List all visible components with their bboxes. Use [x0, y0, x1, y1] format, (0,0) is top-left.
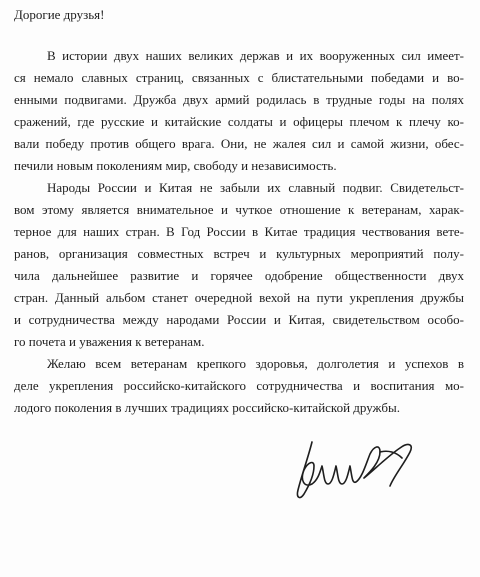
paragraph-3-line-2: деле укрепления российско-китайского сотрудничества и воспитания мо-	[14, 378, 464, 393]
signature-icon	[284, 430, 440, 510]
paragraph-2-line-2: вом этому является внимательное и чуткое отношение к ветеранам, харак-	[14, 202, 464, 217]
paragraph-1-line-2: ся немало славных страниц, связанных с блистательными победами и во-	[14, 70, 464, 85]
paragraph-1-line-6: печили новым поколениям мир, свободу и независимость.	[14, 158, 337, 173]
paragraph-2-line-8: го почета и уважения к ветеранам.	[14, 334, 205, 349]
paragraph-2-line-7: и сотрудничества между народами России и Китая, свидетельством особо-	[14, 312, 464, 327]
paragraph-2-line-4: ранов, организация совместных встреч и культурных мероприятий полу-	[14, 246, 464, 261]
greeting: Дорогие друзья!	[14, 7, 105, 22]
paragraph-1-line-3: енными подвигами. Дружба двух армий родилась в трудные годы на полях	[14, 92, 464, 107]
paragraph-1-line-4: сражений, где русские и китайские солдаты и офицеры плечом к плечу ко-	[14, 114, 464, 129]
paragraph-3-line-1: Желаю всем ветеранам крепкого здоровья, долголетия и успехов в	[47, 356, 464, 371]
paragraph-1-line-1: В истории двух наших великих держав и их вооруженных сил имеет-	[47, 48, 464, 63]
handwritten-signature	[284, 430, 440, 510]
paragraph-2-line-1: Народы России и Китая не забыли их славный подвиг. Свидетельст-	[47, 180, 464, 195]
paragraph-2-line-5: чила дальнейшее развитие и горячее одобрение общественности двух	[14, 268, 464, 283]
paragraph-1-line-5: вали победу против общего врага. Они, не жалея сил и самой жизни, обес-	[14, 136, 464, 151]
paragraph-2-line-3: терное для наших стран. В Год России в Китае традиция чествования вете-	[14, 224, 464, 239]
paragraph-3-line-3: лодого поколения в лучших традициях российско-китайской дружбы.	[14, 400, 400, 415]
paragraph-2-line-6: стран. Данный альбом станет очередной вехой на пути укрепления дружбы	[14, 290, 464, 305]
